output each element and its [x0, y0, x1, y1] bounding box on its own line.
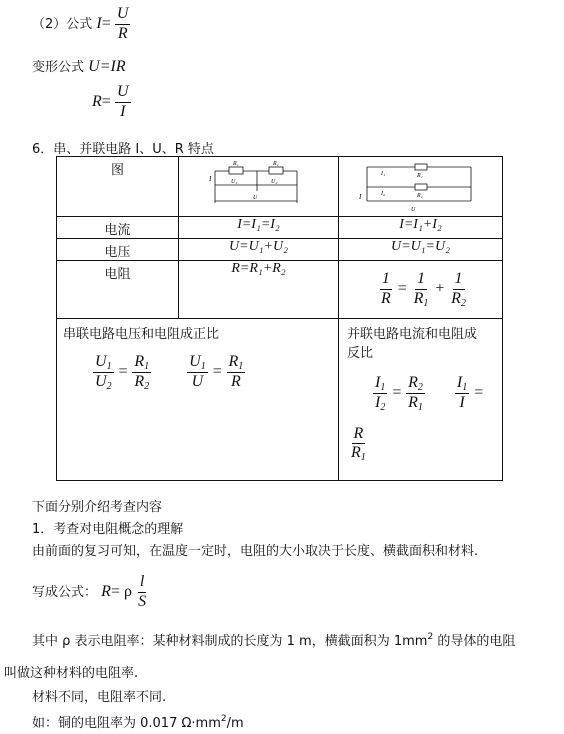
parallel-ratio-remainder: $\frac{R}{R_1}$ [351, 424, 366, 464]
parallel-ratio-title-2: 反比 [347, 346, 374, 361]
r-formula-fraction: $\frac{U}{I}$ [116, 83, 129, 120]
transform-line [32, 56, 126, 76]
row-label-resistance: 电阻 [57, 261, 179, 319]
parallel-ratio-title-1: 并联电路电流和电阻成 [347, 327, 478, 342]
series-r2-label: R₂ [273, 161, 279, 167]
para1-text: 由前面的复习可知，在温度一定时，电阻的大小取决于长度、横截面积和材料. [32, 544, 479, 559]
series-ratio-formulas: $\frac{U_1}{U_2}$ = $\frac{R_1}{R_2}$ $\frac{U_1}{U}$ = $\frac{R_1}{R}$ [95, 353, 244, 392]
series-r1-label: R₁ [233, 161, 239, 167]
copper-example: 如：铜的电阻率为 0.017 $\Omega\cdot mm^2/m$ [32, 714, 244, 731]
parallel-r1-label: R₁ [417, 173, 423, 179]
row-label-current: 电流 [57, 217, 179, 239]
parallel-voltage-formula: U=U₁=U₂ [339, 239, 503, 261]
parallel-circuit-diagram [339, 157, 503, 215]
parallel-resistance-formula: $\frac{1}{R}$ = $\frac{1}{R_1}$ + $\frac{1}{R_2}$ [381, 270, 466, 309]
header-label-cell: 图 [57, 157, 179, 217]
parallel-i1-label: I₁ [381, 171, 386, 177]
formula-label: （2）公式 [32, 16, 93, 32]
series-ratio-cell [57, 319, 339, 481]
heading-6: 6．串、并联电路 I、U、R 特点 [32, 142, 214, 157]
parallel-ratio-cell [339, 319, 503, 481]
i-formula-fraction: $\frac{U}{R}$ [116, 5, 129, 42]
series-circuit-diagram [179, 157, 339, 215]
row-label-voltage: 电压 [57, 239, 179, 261]
formula-line: （2）公式 I= $\frac{U}{R}$ [32, 5, 129, 42]
resistivity-difference: 材料不同，电阻率不同. [32, 690, 167, 705]
parallel-current-formula: I=I₁+I₂ [339, 217, 503, 239]
series-resistance-formula: R=R₁+R₂ [179, 261, 339, 319]
series-u1-label: U₁ [231, 179, 238, 185]
rho-definition-cont: 叫做这种材料的电阻率. [4, 666, 139, 681]
parallel-ratio-formulas: $\frac{I_1}{I_2}$ = $\frac{R_2}{R_1}$ $\frac{I_1}{I}$ = [375, 374, 485, 413]
i-symbol: I [96, 14, 102, 32]
parallel-i-label: I [359, 193, 362, 201]
rho-definition-line: 其中 ρ 表示电阻率：某种材料制成的长度为 1 m，横截面积为 $1mm^2$ 的导体的电阻 [32, 632, 516, 649]
series-i-label: I [209, 175, 212, 183]
transform-label: 变形公式 [32, 60, 85, 75]
series-voltage-formula: U=U₁+U₂ [179, 239, 339, 261]
item1-heading: 1．考查对电阻概念的理解 [32, 522, 184, 537]
series-diagram-cell [179, 157, 339, 217]
transform-equation: U=IR [88, 58, 126, 75]
parallel-r2-label: R₂ [417, 193, 423, 199]
write-formula-line: 写成公式： R= ρ $\frac{l}{S}$ [32, 573, 147, 610]
series-current-formula: I=I₁=I₂ [179, 217, 339, 239]
intro-text: 下面分别介绍考查内容 [32, 500, 163, 515]
r-formula-line: R= $\frac{U}{I}$ [92, 83, 129, 120]
parallel-u-label: U [411, 207, 416, 213]
parallel-diagram-cell [339, 157, 503, 217]
comparison-table [56, 156, 503, 481]
parallel-resistance-cell [339, 261, 503, 319]
series-u2-label: U₂ [271, 179, 278, 185]
resistivity-fraction: $\frac{l}{S}$ [138, 573, 147, 610]
parallel-i2-label: I₂ [381, 191, 386, 197]
series-ratio-title: 串联电路电压和电阻成正比 [63, 327, 220, 342]
series-u-label: U [253, 195, 258, 201]
